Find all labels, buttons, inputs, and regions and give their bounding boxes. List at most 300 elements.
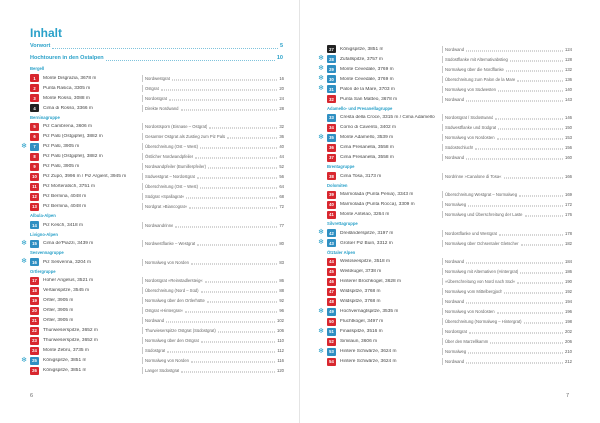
column-divider [142,287,143,294]
tour-name: Piz Bernina, 4048 m [43,204,87,209]
column-divider [142,297,143,304]
toc-entry[interactable] [327,297,441,307]
tour-name: Wildspitze, 3768 m [340,299,381,304]
toc-entry[interactable] [30,257,141,267]
tour-route [145,356,284,366]
tour-name: Monte Cevedale, 3769 m [340,66,394,72]
tour-route [145,336,284,346]
tour-number-badge: 19 [30,297,39,305]
tour-route [145,83,284,93]
toc-entry[interactable] [327,94,441,104]
dot-leader [197,178,278,179]
snowflake-icon: ❄ [318,307,324,315]
tour-name: Wildspitze, 3768 m [340,289,381,294]
dot-leader [195,158,277,159]
route-text: Überschreitung zum Palon de la Mare [445,76,516,82]
snowflake-icon: ❄ [318,229,324,236]
column-divider [442,144,443,151]
tour-name: Ortler, 3905 m [43,308,74,313]
tour-route [445,74,572,84]
dot-leader [166,322,275,323]
column-divider [442,268,443,275]
tour-name: Hinterer Brochkogel, 3628 m [340,279,402,284]
column-divider [142,307,143,314]
dot-leader [468,206,563,207]
tour-number-badge: 10 [30,173,39,181]
toc-entry[interactable] [30,93,141,103]
tour-name: Piz Sesvenna, 3204 m [43,259,91,265]
toc-page-number: 128 [565,56,572,62]
toc-entry[interactable] [327,200,441,210]
tour-route [445,210,572,220]
tour-route [445,257,572,267]
column-divider [142,259,143,266]
toc-entry[interactable] [30,296,141,306]
tour-route [445,337,572,347]
tour-route [445,357,572,367]
route-text: Langer Südostgrat [145,368,180,373]
tour-name: Piz Bernina, 4048 m [43,194,87,199]
tour-number-badge: 26 [30,367,39,375]
column-divider [442,298,443,305]
toc-entry[interactable] [327,210,441,220]
route-text: Normalweg über den Ostgrat [145,338,199,343]
dot-leader [517,80,563,81]
column-divider [142,95,143,102]
toc-page-number: 202 [565,329,572,334]
tour-name: Ortler, 3905 m [43,298,74,303]
tour-route [445,347,572,357]
dot-leader [161,89,278,90]
toc-entry[interactable] [327,84,441,94]
tour-name: Piz Kesch, 3418 m [43,222,83,228]
toc-entry[interactable] [327,317,441,327]
route-text: Normalweg und Überschreitung der Laste [445,212,523,217]
column-divider [442,154,443,161]
tour-name: Punta San Matteo, 3678 m [340,96,398,102]
toc-entry[interactable] [30,326,141,336]
column-divider [142,173,143,180]
dot-leader [466,100,563,101]
tour-number-badge: 49 [327,308,336,316]
column-divider [442,338,443,345]
tour-route [145,162,284,172]
tour-name: Punta Rasica, 3305 m [43,85,91,91]
toc-entry[interactable] [327,171,441,181]
toc-entry[interactable] [30,103,141,113]
route-text: Nordwand [445,155,465,160]
dot-leader [497,139,563,140]
route-text: Nordwand [445,259,465,264]
dot-leader [525,216,563,217]
dot-leader [510,60,563,61]
tour-number-badge: 42 [327,229,336,237]
route-text: Thurwieserspitze Ostgrat (Südostgrat) [145,328,216,333]
toc-top-label: Hochtouren in den Ostalpen [30,55,104,61]
toc-page-number: 160 [565,155,572,160]
tour-number-badge: 39 [327,191,336,199]
tour-route [445,44,572,54]
toc-entry[interactable] [30,316,141,326]
toc-entry[interactable] [327,64,441,74]
group-heading: Dolomiten [327,182,348,188]
dot-leader [517,283,563,284]
dot-leader [524,323,563,324]
toc-page-number: 176 [565,212,572,217]
route-text: Südostgrat [145,348,166,353]
column-divider [142,317,143,324]
column-divider [442,46,443,53]
route-text: Südwestflanke und Südgrat [445,125,497,130]
tour-route [445,238,572,248]
toc-entry[interactable] [30,202,141,212]
toc-entry[interactable] [30,276,141,286]
toc-entry[interactable] [30,356,141,366]
toc-page-number: 194 [565,299,572,304]
toc-entry[interactable] [30,366,141,376]
column-divider [442,211,443,218]
route-text: Normalweg über die Nordflanke [445,66,504,72]
tour-name: Thurwieserspitze, 3652 m [43,338,98,343]
toc-entry[interactable] [327,357,441,367]
toc-top-link[interactable] [30,40,283,52]
toc-entry[interactable] [30,83,141,93]
tour-number-badge: 30 [327,75,336,83]
toc-page-number: 153 [565,135,572,140]
tour-route [445,200,572,210]
toc-page-number: 20 [279,85,284,91]
snowflake-icon: ❄ [318,327,324,335]
tour-route [445,287,572,297]
tour-number-badge: 28 [327,55,336,63]
route-text: Nordgrat »Biancograt« [145,204,188,209]
route-text: Normalweg von Norden [145,358,189,363]
tour-number-badge: 41 [327,211,336,219]
dot-leader [186,198,277,199]
toc-entry[interactable] [327,54,441,64]
route-text: Nordostsporn (Eisnase – Ostgrat) [145,124,208,129]
tour-name: Königspitze, 3851 m [43,358,87,363]
snowflake-icon: ❄ [318,133,324,141]
route-text: Nordrinne »Canalone di Tosa« [445,173,502,179]
toc-page-number: 36 [279,134,284,139]
tour-route [145,152,284,162]
toc-entry[interactable] [327,44,441,54]
toc-page-number: 88 [279,288,284,293]
toc-entry[interactable] [327,113,441,123]
tour-route [445,143,572,153]
toc-page-number: 80 [279,241,284,246]
toc-entry[interactable] [327,74,441,84]
route-text: Normalweg vom Mittelbergjoch [445,289,503,294]
toc-page-number: 116 [277,358,284,363]
tour-name: Marmolada (Punta Penia), 3343 m [340,192,414,197]
tour-name: Piz Palü (Ostgipfel), 3882 m [43,154,103,159]
dot-leader [185,312,277,313]
snowflake-icon: ❄ [318,65,324,72]
route-text: Normalweg [445,349,467,354]
tour-name: Hintere Schwärze, 3624 m [340,359,397,364]
dot-leader [466,303,563,304]
column-divider [442,201,443,208]
tour-name: Königspitze, 3851 m [43,368,87,373]
toc-page-number: 5 [279,43,283,49]
dot-leader [201,342,276,343]
route-text: Nordwand [445,46,465,52]
dot-leader [490,343,563,344]
route-text: Südwestgrat – Nordostgrat [145,174,195,179]
toc-entry[interactable] [327,133,441,143]
toc-entry[interactable] [327,123,441,133]
column-divider [142,153,143,160]
tour-route [445,297,572,307]
dot-leader [466,50,563,51]
group-heading: Brentagruppe [327,164,355,169]
route-text: Normalweg von Norden [145,259,189,265]
folio-page-number: 7 [566,393,570,399]
toc-entry[interactable] [30,132,141,142]
tour-route [145,366,284,376]
tour-name: Corno di Cavento, 3402 m [340,125,396,130]
column-divider [442,348,443,355]
tour-number-badge: 11 [30,183,39,191]
column-divider [142,337,143,344]
dot-leader [520,273,563,274]
toc-entry[interactable] [30,182,141,192]
tour-number-badge: 16 [30,258,39,266]
column-divider [442,86,443,93]
toc-page-number: 52 [279,164,284,169]
toc-page-number: 83 [279,259,284,265]
dot-leader [167,352,275,353]
toc-page-number: 198 [565,319,572,324]
toc-page-number: 32 [279,124,284,129]
route-text: Ostgrat »Hintergrat« [145,308,183,313]
route-text: Nordostgrat [445,329,467,334]
tour-number-badge: 7 [30,143,39,151]
tour-name: Cresta della Croce, 3315 m / Cima Adamello [340,115,435,120]
toc-entry[interactable] [30,346,141,356]
group-heading: Albula-Alpen [30,213,56,218]
dot-leader [504,293,563,294]
column-divider [142,75,143,82]
toc-entry[interactable] [30,336,141,346]
toc-page-number: 92 [279,298,284,303]
snowflake-icon: ❄ [318,347,324,355]
tour-name: Piz Palü, 3905 m [43,144,80,149]
toc-entry[interactable] [327,257,441,267]
tour-name: Hochvernagtspitze, 3535 m [340,309,399,314]
toc-entry[interactable] [327,238,441,248]
toc-entry[interactable] [30,142,141,152]
column-divider [442,191,443,198]
column-divider [442,66,443,73]
tour-number-badge: 22 [30,327,39,335]
toc-page-number: 210 [565,349,572,354]
toc-entry[interactable] [327,337,441,347]
route-text: Überschreitung (Ost – West) [145,184,198,189]
toc-entry[interactable] [327,287,441,297]
toc-page-number: 110 [277,338,284,343]
route-text: Südostschlucht [445,145,474,150]
dot-leader [197,245,277,246]
tour-name: Großer Piz Buin, 3312 m [340,240,393,246]
tour-route [145,257,284,267]
tour-number-badge: 35 [327,134,336,142]
tour-route [145,182,284,192]
column-divider [142,105,143,112]
tour-number-badge: 44 [327,258,336,266]
dot-leader [172,79,277,80]
tour-route [145,326,284,336]
dot-leader [519,196,563,197]
column-divider [442,114,443,121]
toc-entry[interactable] [30,286,141,296]
dot-leader [468,353,563,354]
tour-name: Cima de'Piazzi, 3439 m [43,241,94,246]
route-text: Überschreitung Westgrat – Normalweg [445,192,518,197]
tour-route [145,93,284,103]
column-divider [142,240,143,247]
toc-entry[interactable] [327,190,441,200]
route-text: Normalweg von Südwesten [445,86,496,92]
tour-name: Piz Zupò, 3996 m / Piz Argient, 3945 m [43,174,127,179]
tour-name: Piz Morteratsch, 3751 m [43,184,95,189]
tour-name: Palon de la Mare, 3703 m [340,86,395,92]
tour-route [145,73,284,83]
dot-leader [498,129,563,130]
tour-number-badge: 12 [30,193,39,201]
tour-number-badge: 14 [30,221,39,229]
tour-name: Piz Palü, 3905 m [43,164,80,169]
toc-page-number: 28 [279,105,284,111]
tour-name: Monte Adamello, 3539 m [340,135,394,140]
column-divider [142,357,143,364]
toc-page-number: 102 [277,318,284,323]
tour-number-badge: 20 [30,307,39,315]
dot-leader [209,128,277,129]
tour-number-badge: 5 [30,123,39,131]
tour-name: Monte Antelao, 3264 m [340,212,390,217]
group-heading: Silvrettagruppe [327,221,358,226]
tour-route [145,103,284,113]
toc-entry[interactable] [30,220,141,230]
toc-entry[interactable] [327,267,441,277]
dot-leader [200,148,277,149]
toc-entry[interactable] [30,192,141,202]
toc-entry[interactable] [327,143,441,153]
route-text: »Überschreitung von Nord nach Süd« [445,279,516,284]
toc-entry[interactable] [30,122,141,132]
route-text: Überschreitung (Normalweg – Hintergrat) [445,319,522,324]
toc-entry[interactable] [30,162,141,172]
tour-route [145,316,284,326]
tour-name: Piz Palü (Ostgipfel), 3882 m [43,134,103,139]
snowflake-icon: ❄ [21,239,27,247]
group-heading: Livigno-Alpen [30,231,58,237]
tour-route [145,142,284,152]
column-divider [442,230,443,237]
toc-entry[interactable] [327,153,441,163]
toc-entry[interactable] [327,327,441,337]
route-text: Nordwand [445,299,465,304]
column-divider [142,347,143,354]
toc-entry[interactable] [327,307,441,317]
toc-page-number: 136 [565,76,572,82]
tour-name: Hoher Angelus, 3521 m [43,278,94,283]
tour-name: Weißseespitze, 3518 m [340,259,391,264]
tour-route [145,202,284,212]
tour-name: Monte Disgrazia, 3678 m [43,75,97,81]
dot-leader [466,159,563,160]
tour-route [445,327,572,337]
route-text: Nordostgrat »Reinstadlersteig« [145,278,203,283]
tour-number-badge: 32 [327,95,336,103]
toc-entry[interactable] [30,306,141,316]
toc-page-number: 16 [279,75,284,81]
dot-leader [466,363,563,364]
column-divider [142,277,143,284]
toc-entry[interactable] [30,152,141,162]
toc-entry[interactable] [30,73,141,83]
dot-leader [466,263,563,264]
tour-number-badge: 8 [30,153,39,161]
toc-entry[interactable] [327,347,441,357]
group-heading: Sesvennagruppe [30,250,64,255]
tour-number-badge: 4 [30,104,39,112]
tour-name: Cima Presanella, 3558 m [340,155,394,160]
toc-top-link[interactable] [30,52,283,64]
column-divider [142,203,143,210]
tour-route [445,123,572,133]
route-text: Nordostgrat / Südostwand [445,115,494,120]
toc-page-number: 68 [279,194,284,199]
toc-page-number: 169 [565,192,572,197]
toc-entry[interactable] [30,172,141,182]
route-text: Nordwandrinne [145,222,174,228]
column-divider [142,143,143,150]
route-text: Normalweg über Ochsentaler Gletscher [445,240,519,246]
tour-number-badge: 29 [327,65,336,73]
tour-route [145,172,284,182]
toc-entry[interactable] [30,239,141,249]
toc-page-number: 56 [279,174,284,179]
toc-page-number: 44 [279,154,284,159]
toc-page-number: 96 [279,308,284,313]
tour-route [445,113,572,123]
group-heading: Ortlergruppe [30,268,56,274]
tour-name: Finailspitze, 3516 m [340,329,383,334]
tour-number-badge: 33 [327,114,336,122]
tour-name: Marmolada (Punta Rocca), 3309 m [340,202,415,207]
toc-entry[interactable] [327,228,441,238]
tour-name: Hintere Schwärze, 3624 m [340,349,397,354]
tour-name: Monte Rosso, 3088 m [43,95,90,101]
dot-leader [201,292,278,293]
column-divider [442,124,443,131]
toc-page-number: 124 [565,46,572,52]
dot-leader [498,90,563,91]
tour-route [145,122,284,132]
route-text: Überschreitung (Nord – Süd) [145,288,199,293]
route-text: Normalweg mit Alternativen (Hintergrat) [445,269,519,274]
tour-number-badge: 34 [327,124,336,132]
tour-number-badge: 17 [30,277,39,285]
toc-entry[interactable] [327,277,441,287]
route-text: Normalweg [445,202,467,207]
toc-page-number: 156 [565,145,572,150]
route-text: Nordwandpfeiler (Bumillerpfeiler) [145,164,206,169]
